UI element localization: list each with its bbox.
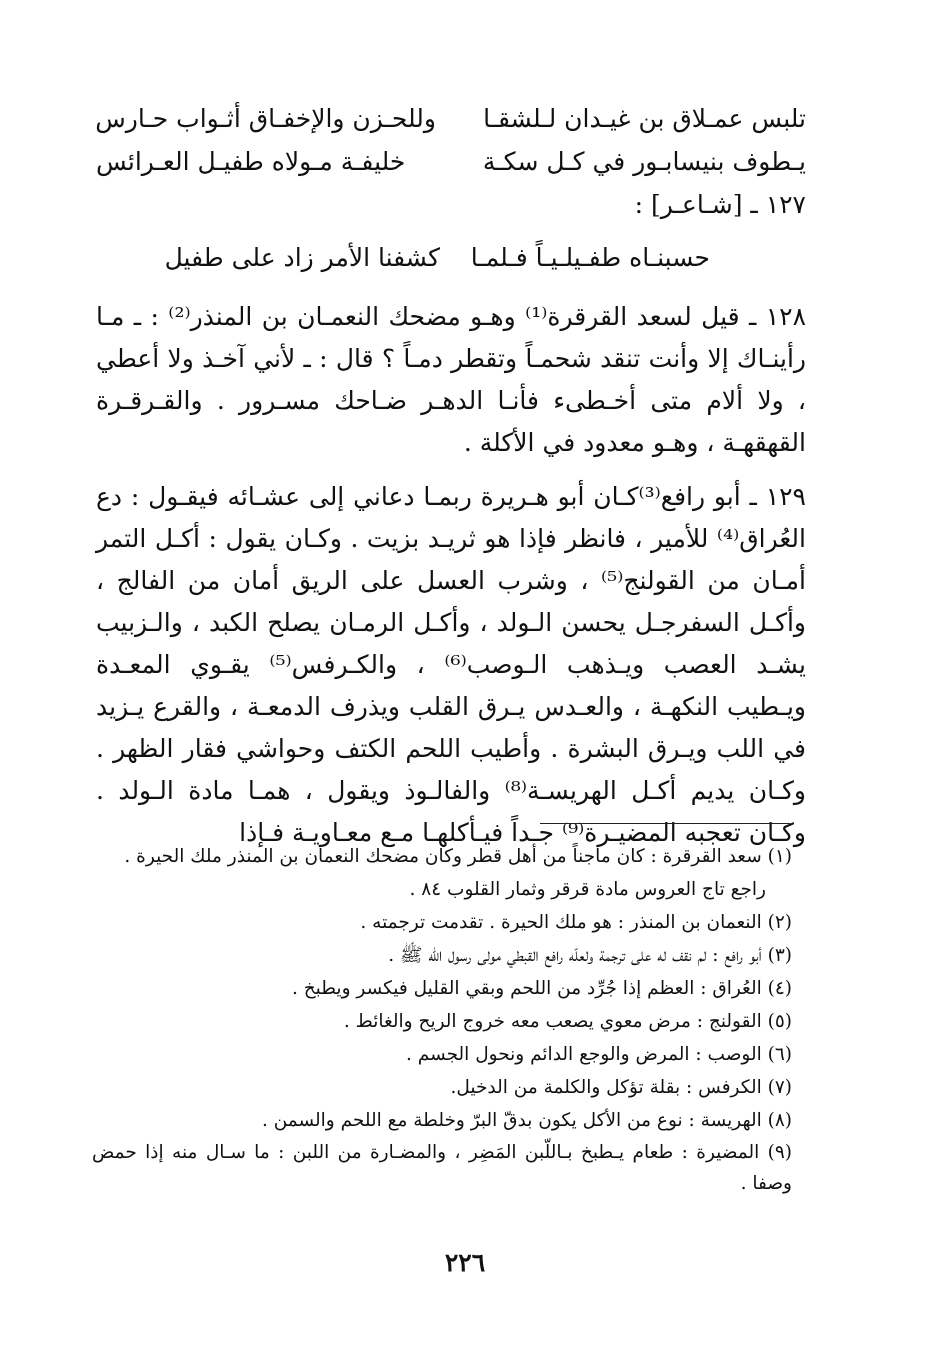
- footnote-7: (٧) الكرفس : بقلة تؤكل والكلمة من الدخيل.: [450, 1077, 792, 1098]
- footnotes: [92, 840, 792, 1199]
- entry-128-paragraph: ١٢٨ ـ قيل لسعد القرقرة⁽¹⁾ وهـو مضحك النعمـان بن المنذر⁽²⁾ : ـ مـا رأينـاك إلا وأنت تنقد شحمـاً وتقطر دمـاً ؟ قال : ـ لأني آخـذ ولا أعطي ، ولا ألام متى أخـطىء فأنـا الدهـر ضـاحك مسـرور . والقـرقـرة القهقهـة ، وهـو معدود في الأكلة .: [96, 302, 807, 457]
- footnote-1-continuation: راجع تاج العروس مادة قرقر وثمار القلوب ٨٤ .: [409, 879, 766, 900]
- verse-1-second-hemistich: وللحـزن والإخفـاق أثـواب حـارس: [95, 104, 436, 133]
- footnote-4: (٤) العُراق : العظم إذا جُرِّد من اللحم وبقي القليل فيكسر ويطبخ .: [291, 978, 792, 999]
- page-number: ٢٢٦: [444, 1248, 486, 1277]
- footnote-8: (٨) الهريسة : نوع من الأكل يكون بدقّ البرّ وخلطة مع اللحم والسمن .: [261, 1110, 792, 1131]
- verse-127-first-hemistich: حسبنـاه طفـيلـيـاً فـلمـا: [470, 243, 710, 272]
- footnote-separator: [540, 823, 790, 824]
- footnote-5: (٥) القولنج : مرض معوي يصعب معه خروج الريح والغائط .: [343, 1011, 792, 1032]
- verse-1-first-hemistich: تلبس عمـلاق بن غيـدان لـلشقـا: [483, 104, 806, 133]
- verse-127-second-hemistich: كشفنا الأمر زاد على طفيل: [164, 243, 440, 272]
- footnote-1: (١) سعد القرقرة : كان ماجناً من أهل قطر وكان مضحك النعمان بن المنذر ملك الحيرة .: [124, 846, 792, 867]
- footnote-9: (٩) المضيرة : طعام يـطبخ بـاللّبن المَضِر ، والمضـارة من اللبن : ما سـال منه إذا حمض وصفا .: [92, 1142, 792, 1194]
- entry-127-heading: ١٢٧ ـ [شـاعـر] :: [634, 190, 806, 219]
- verse-2-first-hemistich: يـطوف بنيسابـور في كـل سكـة: [482, 147, 806, 176]
- entry-129-paragraph: ١٢٩ ـ أبو رافع⁽³⁾كـان أبو هـريرة ربمـا دعاني إلى عشـائه فيقـول : دع العُراق⁽⁴⁾ للأمير ، فانظر فإذا هو ثريـد بزيت . وكـان يقول : أكـل التمر أمـان من القولنج⁽⁵⁾ ، وشرب العسل على الريق أمان من الفالج ، وأكـل السفرجـل يحسن الـولد ، وأكـل الرمـان يصلح الكبد ، والـزبيب يشـد العصب ويـذهب الـوصب⁽⁶⁾ ، والكـرفس⁽⁵⁾ يقـوي المعـدة ويـطيب النكهـة ، والعـدس يـرق القلب ويذرف الدمعـة ، والقرع يـزيد في اللب ويـرق البشرة . وأطيب اللحم الكتف وحواشي فقار الظهر . وكـان يديم أكـل الهريسـة⁽⁸⁾ والفالـوذ ويقول ، همـا مادة الـولد . وكـان تعجبه المضيـرة⁽⁹⁾ جـداً فيـأكلهـا مـع معـاويـة فـإذا: [96, 482, 806, 847]
- footnote-3: (٣) أبو رافع : لم نقف له على ترجمة ولعلّه رافع القبطي مولى رسول الله ﷺ .: [388, 945, 792, 966]
- footnote-2: (٢) النعمان بن المنذر : هو ملك الحيرة . تقدمت ترجمته .: [360, 912, 792, 933]
- verse-2-second-hemistich: خليفـة مـولاه طفيـل العـرائس: [96, 147, 406, 176]
- footnote-6: (٦) الوصب : المرض والوجع الدائم ونحول الجسم .: [406, 1044, 792, 1065]
